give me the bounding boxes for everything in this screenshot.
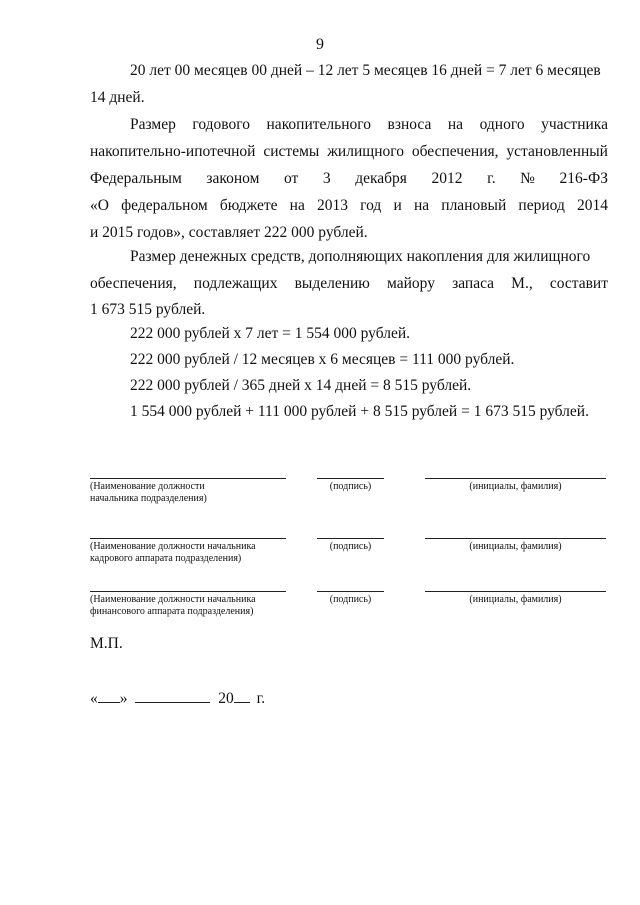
word: 2012 bbox=[431, 170, 463, 187]
year-suffix: г. bbox=[256, 690, 266, 707]
year-blank bbox=[234, 688, 250, 703]
open-quote: « bbox=[90, 690, 98, 707]
word: майору bbox=[387, 275, 435, 292]
signature-line bbox=[317, 478, 384, 479]
text-line: 14 дней. bbox=[90, 89, 145, 106]
position-line bbox=[90, 478, 286, 479]
word: на bbox=[413, 197, 430, 214]
word: накопительного bbox=[266, 116, 371, 133]
word: системы bbox=[263, 143, 320, 160]
word: участника bbox=[541, 116, 608, 133]
word: накопительно-ипотечной bbox=[90, 143, 256, 160]
calc-line: 1 554 000 рублей + 111 000 рублей + 8 515 рублей = 1 673 515 рублей. bbox=[130, 403, 589, 420]
day-blank bbox=[98, 688, 120, 703]
word: выделению bbox=[294, 275, 370, 292]
close-quote: » bbox=[119, 690, 128, 707]
signature-caption: (подпись) bbox=[329, 481, 372, 492]
paragraph-line bbox=[90, 143, 608, 161]
word: на bbox=[289, 197, 305, 214]
paragraph-line: Размер денежных средств, дополняющих накопления для жилищного bbox=[130, 248, 591, 265]
position-line bbox=[90, 591, 286, 592]
word: № bbox=[520, 170, 535, 187]
word: М., bbox=[511, 275, 533, 292]
word: установленный bbox=[506, 143, 608, 160]
word: и bbox=[393, 197, 402, 214]
month-blank bbox=[135, 688, 210, 703]
position-caption: (Наименование должности начальника подразделения) bbox=[90, 481, 207, 504]
word: обеспечения, bbox=[90, 275, 177, 292]
text-line: 20 лет 00 месяцев 00 дней – 12 лет 5 месяцев 16 дней = 7 лет 6 месяцев bbox=[130, 62, 601, 79]
word: взноса bbox=[387, 116, 432, 133]
word: г. bbox=[487, 170, 496, 187]
signature-line bbox=[317, 591, 384, 592]
word: одного bbox=[479, 116, 525, 133]
word: 2013 bbox=[317, 197, 348, 214]
word: «О bbox=[90, 197, 109, 214]
calc-line: 222 000 рублей / 12 месяцев х 6 месяцев = 111 000 рублей. bbox=[130, 351, 515, 368]
name-line bbox=[425, 538, 606, 539]
name-caption: (инициалы, фамилия) bbox=[469, 481, 562, 492]
date-line bbox=[90, 688, 265, 708]
word: бюджете bbox=[219, 197, 278, 214]
position-caption: (Наименование должности начальника кадрового аппарата подразделения) bbox=[90, 541, 256, 564]
word: обеспечения, bbox=[411, 143, 499, 160]
word: Федеральным bbox=[90, 170, 182, 187]
page-number: 9 bbox=[316, 36, 324, 53]
word: от bbox=[284, 170, 299, 187]
paragraph-line bbox=[90, 197, 608, 215]
position-line bbox=[90, 538, 286, 539]
word: 2014 bbox=[577, 197, 608, 214]
signature-caption: (подпись) bbox=[329, 594, 372, 605]
name-caption: (инициалы, фамилия) bbox=[469, 541, 562, 552]
stamp-place: М.П. bbox=[90, 635, 123, 652]
word: Размер bbox=[130, 116, 176, 133]
calc-line: 222 000 рублей / 365 дней х 14 дней = 8 515 рублей. bbox=[130, 377, 472, 394]
word: плановый bbox=[441, 197, 507, 214]
word: декабря bbox=[355, 170, 407, 187]
word: 216-ФЗ bbox=[559, 170, 608, 187]
signature-line bbox=[317, 538, 384, 539]
paragraph-line: и 2015 годов», составляет 222 000 рублей. bbox=[90, 224, 368, 241]
name-line bbox=[425, 591, 606, 592]
paragraph-line bbox=[130, 116, 608, 134]
paragraph-line bbox=[90, 170, 608, 188]
word: федеральном bbox=[121, 197, 208, 214]
year-prefix: 20 bbox=[218, 690, 234, 707]
word: жилищного bbox=[327, 143, 404, 160]
paragraph-line bbox=[90, 275, 608, 293]
word: составит bbox=[549, 275, 608, 292]
word: год bbox=[360, 197, 382, 214]
word: период bbox=[518, 197, 565, 214]
position-caption: (Наименование должности начальника финансового аппарата подразделения) bbox=[90, 594, 256, 617]
name-caption: (инициалы, фамилия) bbox=[469, 594, 562, 605]
calc-line: 222 000 рублей х 7 лет = 1 554 000 рублей. bbox=[130, 325, 411, 342]
word: 3 bbox=[322, 170, 331, 187]
paragraph-line: 1 673 515 рублей. bbox=[90, 301, 206, 318]
word: годового bbox=[192, 116, 250, 133]
word: запаса bbox=[452, 275, 495, 292]
signature-caption: (подпись) bbox=[329, 541, 372, 552]
word: подлежащих bbox=[193, 275, 278, 292]
word: на bbox=[447, 116, 464, 133]
word: законом bbox=[206, 170, 260, 187]
name-line bbox=[425, 478, 606, 479]
